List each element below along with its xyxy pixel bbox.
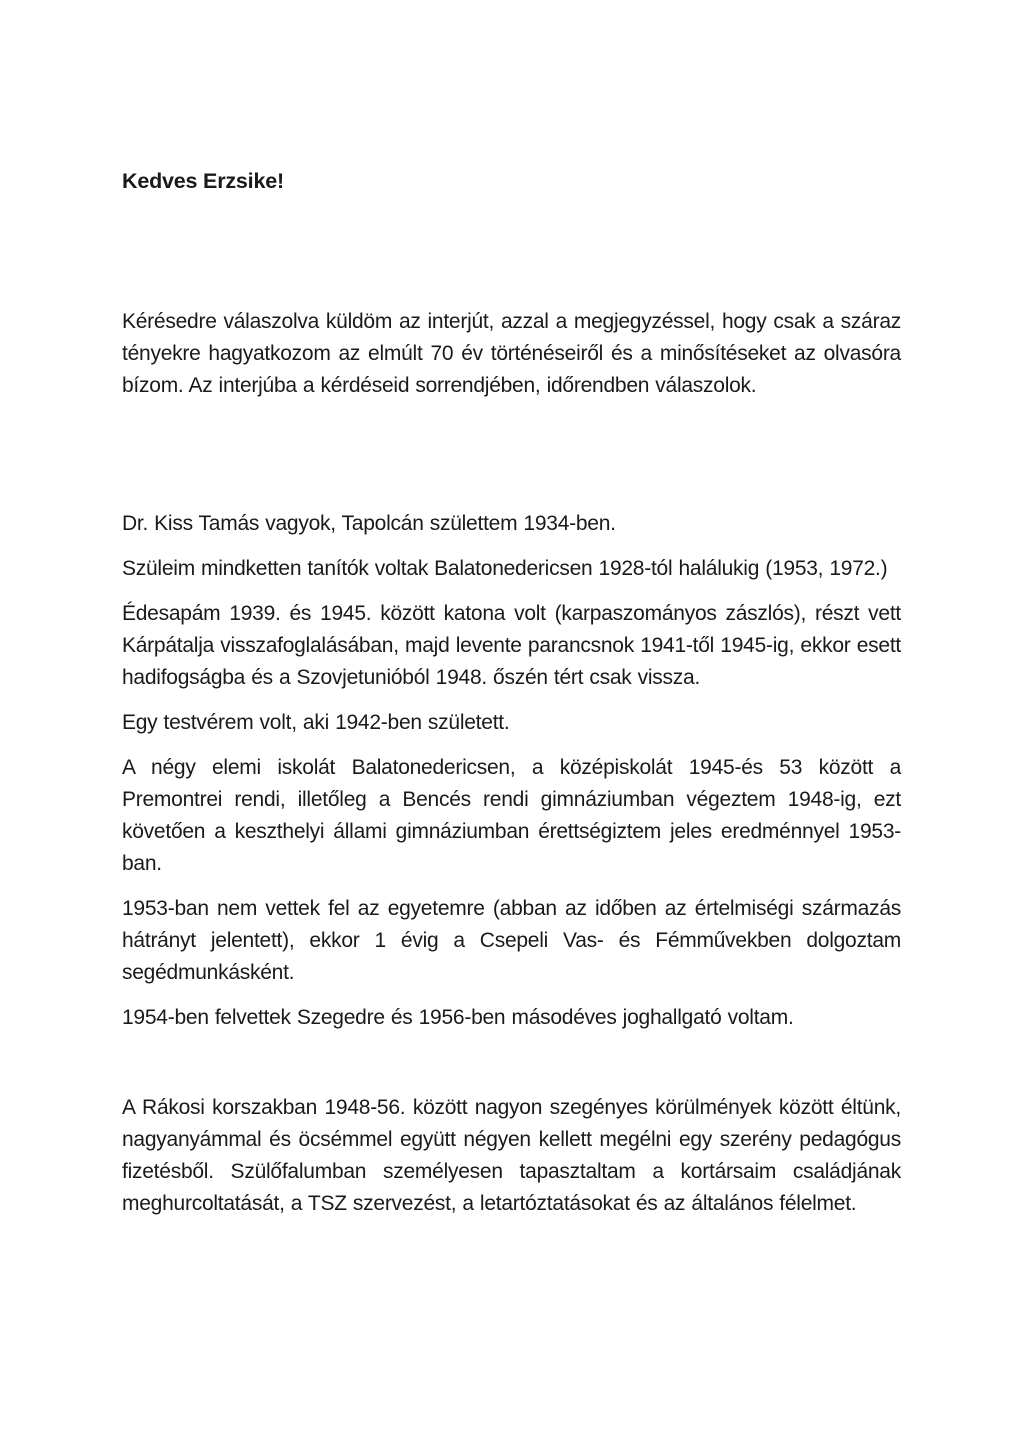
closing-paragraph-rakosi-era: A Rákosi korszakban 1948-56. között nagyon szegényes körülmények között éltünk, nagyanyámmal és öcsémmel együtt négyen kellett megélni egy szerény pedagógus fizetésből. Szülőfalumban személyesen tapasztaltam a kortársaim családjának meghurcoltatását, a TSZ szervezést, a letartóztatásokat és az általános félelmet. <box>122 1096 901 1215</box>
paragraph-father-military: Édesapám 1939. és 1945. között katona volt (karpaszományos zászlós), részt vett Kárpátalja visszafoglalásában, majd levente parancsnok 1941-től 1945-ig, ekkor esett hadifogságba és a Szovjetunióból 1948. őszén tért csak vissza. <box>122 602 901 689</box>
paragraph-parents: Szüleim mindketten tanítók voltak Balatonedericsen 1928-tól halálukig (1953, 1972.) <box>122 557 888 580</box>
paragraph-schooling: A négy elemi iskolát Balatonedericsen, a középiskolát 1945-és 53 között a Premontrei rendi, illetőleg a Bencés rendi gimnáziumban végeztem 1948-ig, ezt követően a keszthelyi állami gimnáziumban érettségiztem jeles eredménnyel 1953-ban. <box>122 756 901 875</box>
paragraph-university: 1954-ben felvettek Szegedre és 1956-ben másodéves joghallgató voltam. <box>122 1006 794 1029</box>
greeting-heading: Kedves Erzsike! <box>122 169 284 193</box>
paragraph-introduction-birth: Dr. Kiss Tamás vagyok, Tapolcán születtem 1934-ben. <box>122 512 616 535</box>
paragraph-factory-work: 1953-ban nem vettek fel az egyetemre (abban az időben az értelmiségi származás hátrányt jelentett), ekkor 1 évig a Csepeli Vas- és Fémművekben dolgoztam segédmunkásként. <box>122 897 901 984</box>
intro-paragraph: Kérésedre válaszolva küldöm az interjút, azzal a megjegyzéssel, hogy csak a száraz tényekre hagyatkozom az elmúlt 70 év történéseiről és a minősítéseket az olvasóra bízom. Az interjúba a kérdéseid sorrendjében, időrendben válaszolok. <box>122 310 901 397</box>
paragraph-sibling: Egy testvérem volt, aki 1942-ben született. <box>122 711 510 734</box>
